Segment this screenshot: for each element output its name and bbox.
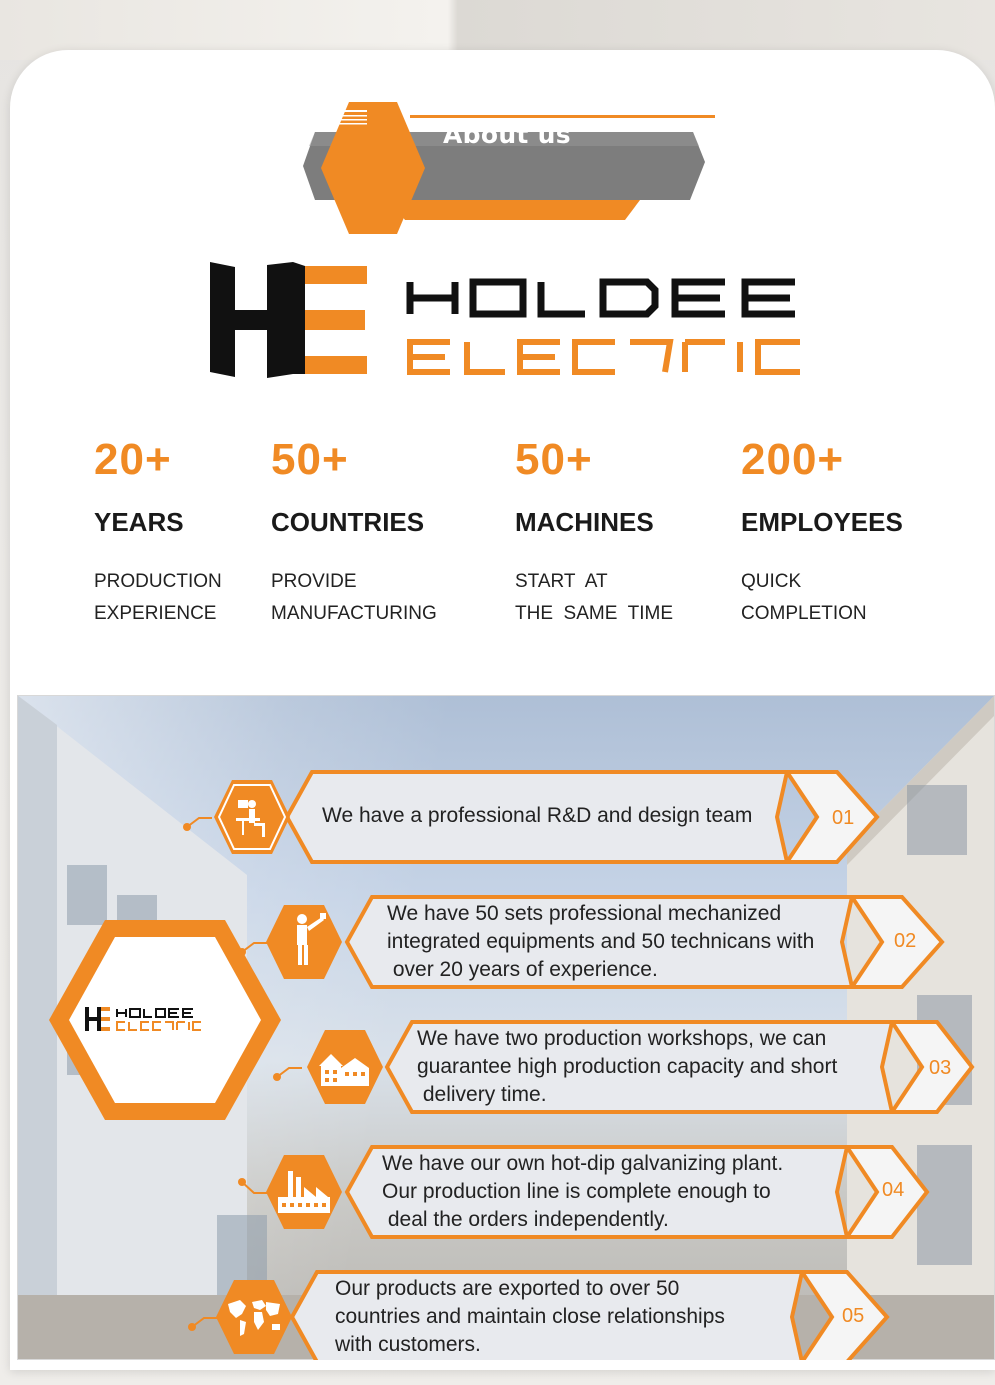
stat-label: COUNTRIES xyxy=(271,507,425,537)
feature-text: We have our own hot-dip galvanizing plant. Our production line is complete enough to deal the orders independently. xyxy=(382,1152,784,1231)
technician-icon xyxy=(264,903,344,981)
feature-number: 02 xyxy=(894,930,917,952)
feature-number: 04 xyxy=(882,1179,905,1201)
stat-description: START AT THE SAME TIME xyxy=(515,571,674,624)
stat-number: 50+ xyxy=(515,435,593,484)
stat-label: MACHINES xyxy=(515,507,654,537)
about-us-banner xyxy=(295,102,725,237)
feature-number: 01 xyxy=(832,807,855,829)
factory-plant-icon xyxy=(264,1153,344,1231)
stat-description: QUICK COMPLETION xyxy=(741,571,867,624)
feature-number: 05 xyxy=(842,1305,865,1327)
stat-description: PROVIDE MANUFACTURING xyxy=(271,571,437,624)
stat-number: 20+ xyxy=(94,435,172,484)
workshop-icon xyxy=(305,1028,385,1106)
feature-number: 03 xyxy=(929,1057,952,1079)
feature-text: We have two production workshops, we can guarantee high production capacity and short delivery time. xyxy=(417,1027,838,1106)
feature-text: We have a professional R&D and design team xyxy=(322,804,753,827)
stat-number: 50+ xyxy=(271,435,349,484)
stat-number: 200+ xyxy=(741,435,845,484)
world-map-icon xyxy=(214,1278,294,1356)
feature-text: Our products are exported to over 50 countries and maintain close relationships with customers. xyxy=(335,1277,725,1356)
designer-desk-icon xyxy=(212,778,292,856)
stat-label: YEARS xyxy=(94,507,184,537)
feature-text: We have 50 sets professional mechanized integrated equipments and 50 technicans with over 20 years of experience. xyxy=(387,902,815,981)
holdee-logo-small-icon xyxy=(295,102,373,130)
stat-employees xyxy=(741,435,903,630)
banner-title: About us xyxy=(443,120,571,149)
about-card xyxy=(10,50,995,1370)
holdee-electric-logo xyxy=(205,262,805,382)
stat-label: EMPLOYEES xyxy=(741,507,903,537)
stat-machines xyxy=(515,435,673,630)
stat-description: PRODUCTION EXPERIENCE xyxy=(94,571,222,624)
stat-years xyxy=(94,435,222,630)
stat-countries xyxy=(271,435,437,630)
factory-section xyxy=(17,695,995,1360)
